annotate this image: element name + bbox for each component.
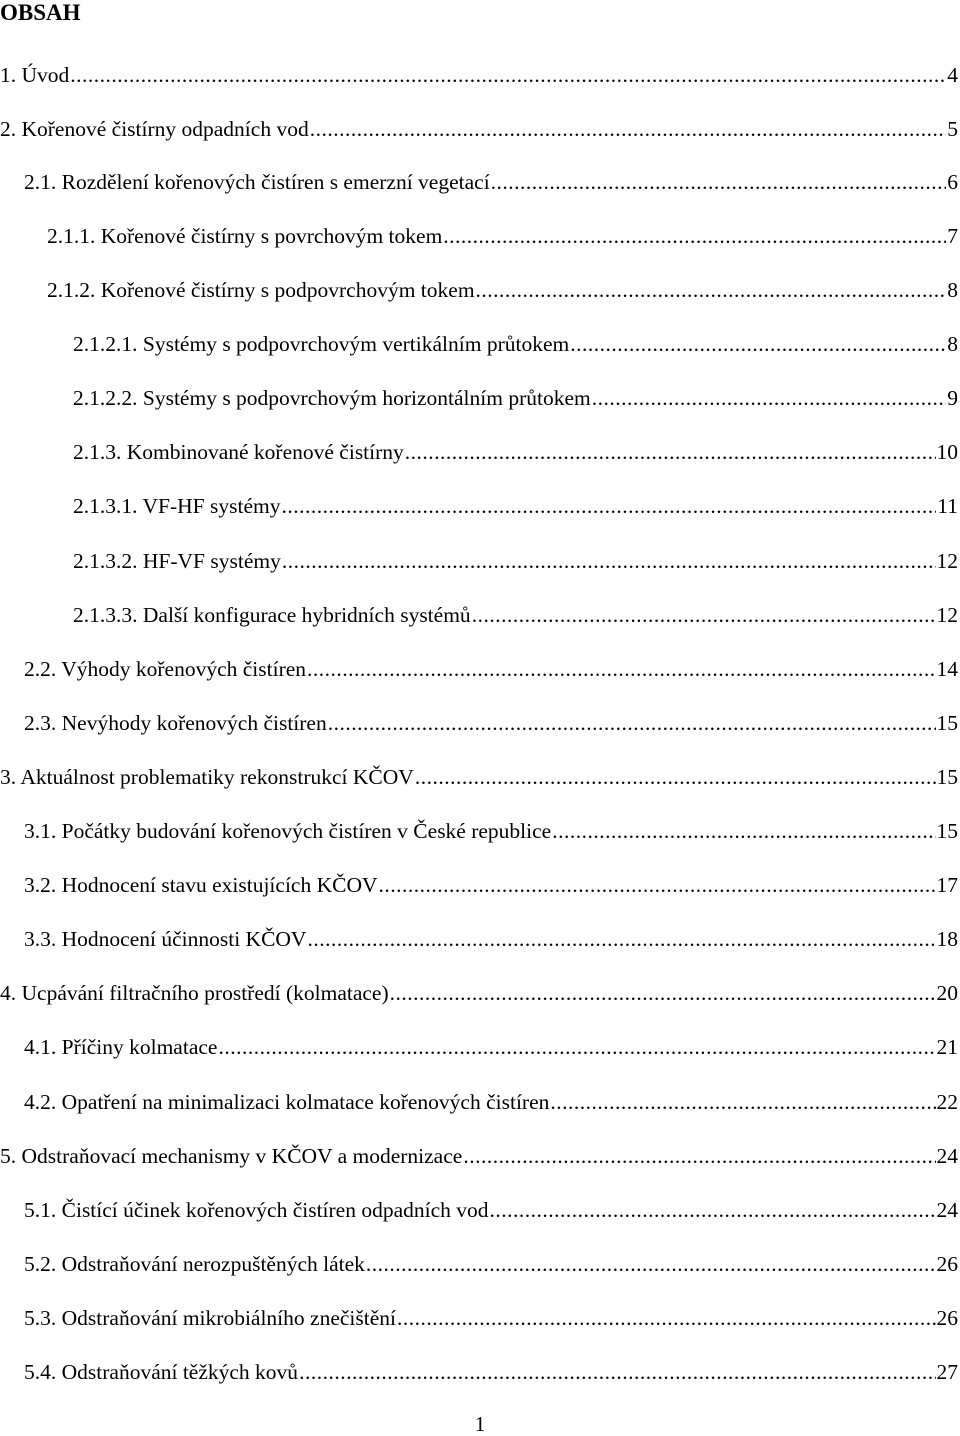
toc-entry-page: 5 xyxy=(947,117,958,141)
toc-entry-label: 2.1.2.2. Systémy s podpovrchovým horizontálním průtokem xyxy=(73,386,591,410)
toc-dot-leader xyxy=(390,980,936,1006)
toc-entry-page: 26 xyxy=(936,1306,958,1330)
toc-dot-leader xyxy=(550,1089,935,1115)
toc-entry[interactable] xyxy=(0,1143,958,1169)
toc-dot-leader xyxy=(281,493,936,519)
toc-entry-page: 12 xyxy=(936,549,958,573)
toc-entry[interactable] xyxy=(24,169,958,195)
toc-entry-label: 5. Odstraňovací mechanismy v KČOV a modernizace xyxy=(0,1144,463,1168)
toc-entry-page: 26 xyxy=(936,1252,958,1276)
toc-entry-page: 4 xyxy=(947,63,958,87)
toc-entry[interactable] xyxy=(24,1251,958,1277)
page-number: 1 xyxy=(474,1412,486,1436)
toc-entry[interactable] xyxy=(0,62,958,88)
toc-dot-leader xyxy=(592,385,947,411)
toc-dot-leader xyxy=(490,1197,936,1223)
toc-entry-label: 2.1.3. Kombinované kořenové čistírny xyxy=(73,440,404,464)
toc-entry[interactable] xyxy=(24,872,958,898)
toc-entry-label: 2.3. Nevýhody kořenových čistíren xyxy=(24,711,327,735)
toc-entry[interactable] xyxy=(24,1359,958,1385)
toc-entry-label: 4. Ucpávání filtračního prostředí (kolmatace) xyxy=(0,981,389,1005)
toc-dot-leader xyxy=(397,1305,936,1331)
toc-dot-leader xyxy=(366,1251,936,1277)
toc-entry[interactable] xyxy=(73,548,958,574)
toc-entry-label: 2.1. Rozdělení kořenových čistíren s emerzní vegetací xyxy=(24,170,490,194)
toc-dot-leader xyxy=(282,548,936,574)
toc-entry-page: 27 xyxy=(936,1360,958,1384)
toc-dot-leader xyxy=(307,656,935,682)
toc-entry-page: 6 xyxy=(947,170,958,194)
toc-entry-label: 2.1.3.3. Další konfigurace hybridních systémů xyxy=(73,603,471,627)
toc-entry[interactable] xyxy=(73,439,958,465)
toc-dot-leader xyxy=(310,116,947,142)
toc-entry-label: 5.4. Odstraňování těžkých kovů xyxy=(24,1360,299,1384)
toc-entry-page: 22 xyxy=(936,1090,958,1114)
toc-dot-leader xyxy=(379,872,936,898)
toc-entry[interactable] xyxy=(0,764,958,790)
toc-entry-page: 15 xyxy=(936,711,958,735)
toc-dot-leader xyxy=(415,764,936,790)
toc-entry-label: 5.3. Odstraňování mikrobiálního znečištění xyxy=(24,1306,396,1330)
toc-entry[interactable] xyxy=(73,385,958,411)
toc-entry-page: 8 xyxy=(947,332,958,356)
toc-entry-page: 11 xyxy=(937,494,958,518)
toc-entry[interactable] xyxy=(73,331,958,357)
toc-dot-leader xyxy=(552,818,935,844)
toc-entry-page: 10 xyxy=(936,440,958,464)
toc-dot-leader xyxy=(491,169,947,195)
toc-dot-leader xyxy=(307,926,935,952)
toc-entry-page: 24 xyxy=(936,1198,958,1222)
toc-dot-leader xyxy=(70,62,946,88)
toc-entry[interactable] xyxy=(24,926,958,952)
toc-entry-label: 3. Aktuálnost problematiky rekonstrukcí KČOV xyxy=(0,765,414,789)
toc-dot-leader xyxy=(472,602,936,628)
toc-entry-label: 1. Úvod xyxy=(0,63,70,87)
toc-entry[interactable] xyxy=(24,1197,958,1223)
toc-dot-leader xyxy=(328,710,936,736)
toc-entry-label: 3.2. Hodnocení stavu existujících KČOV xyxy=(24,873,378,897)
toc-heading: OBSAH xyxy=(0,0,81,25)
toc-entry-page: 18 xyxy=(936,927,958,951)
toc-entry[interactable] xyxy=(73,602,958,628)
toc-entry[interactable] xyxy=(0,116,958,142)
toc-entry-label: 5.2. Odstraňování nerozpuštěných látek xyxy=(24,1252,365,1276)
toc-entry[interactable] xyxy=(24,710,958,736)
toc-entry-label: 3.3. Hodnocení účinnosti KČOV xyxy=(24,927,307,951)
toc-entry[interactable] xyxy=(0,980,958,1006)
toc-dot-leader xyxy=(218,1034,935,1060)
toc-entry-page: 12 xyxy=(936,603,958,627)
toc-entry[interactable] xyxy=(24,1305,958,1331)
toc-dot-leader xyxy=(476,277,947,303)
toc-entry-label: 2.1.3.1. VF-HF systémy xyxy=(73,494,281,518)
toc-entry[interactable] xyxy=(47,223,958,249)
toc-entry-page: 9 xyxy=(947,386,958,410)
toc-entry-label: 2.1.1. Kořenové čistírny s povrchovým tokem xyxy=(47,224,443,248)
toc-entry-page: 21 xyxy=(936,1035,958,1059)
toc-entry-label: 2.1.2.1. Systémy s podpovrchovým vertikálním průtokem xyxy=(73,332,570,356)
toc-entry-page: 7 xyxy=(947,224,958,248)
toc-entry-label: 5.1. Čistící účinek kořenových čistíren odpadních vod xyxy=(24,1198,489,1222)
toc-entry[interactable] xyxy=(24,1034,958,1060)
toc-dot-leader xyxy=(570,331,946,357)
toc-entry-label: 2. Kořenové čistírny odpadních vod xyxy=(0,117,309,141)
toc-entry-page: 17 xyxy=(936,873,958,897)
toc-entry-page: 24 xyxy=(936,1144,958,1168)
toc-dot-leader xyxy=(405,439,936,465)
toc-entry[interactable] xyxy=(24,656,958,682)
toc-entry-label: 2.1.3.2. HF-VF systémy xyxy=(73,549,281,573)
toc-entry-page: 15 xyxy=(936,819,958,843)
toc-entry[interactable] xyxy=(73,493,958,519)
toc-entry-page: 14 xyxy=(936,657,958,681)
toc-dot-leader xyxy=(463,1143,935,1169)
toc-entry-label: 2.2. Výhody kořenových čistíren xyxy=(24,657,307,681)
toc-entry-label: 2.1.2. Kořenové čistírny s podpovrchovým tokem xyxy=(47,278,475,302)
toc-entry[interactable] xyxy=(47,277,958,303)
toc-dot-leader xyxy=(443,223,946,249)
toc-entry[interactable] xyxy=(24,1089,958,1115)
toc-entry-page: 8 xyxy=(947,278,958,302)
toc-entry-label: 4.2. Opatření na minimalizaci kolmatace kořenových čistíren xyxy=(24,1090,550,1114)
toc-entry[interactable] xyxy=(24,818,958,844)
toc-entry-label: 4.1. Příčiny kolmatace xyxy=(24,1035,218,1059)
toc-entry-page: 20 xyxy=(936,981,958,1005)
toc-entry-page: 15 xyxy=(936,765,958,789)
toc-dot-leader xyxy=(299,1359,935,1385)
toc-entry-label: 3.1. Počátky budování kořenových čistíren v České republice xyxy=(24,819,552,843)
